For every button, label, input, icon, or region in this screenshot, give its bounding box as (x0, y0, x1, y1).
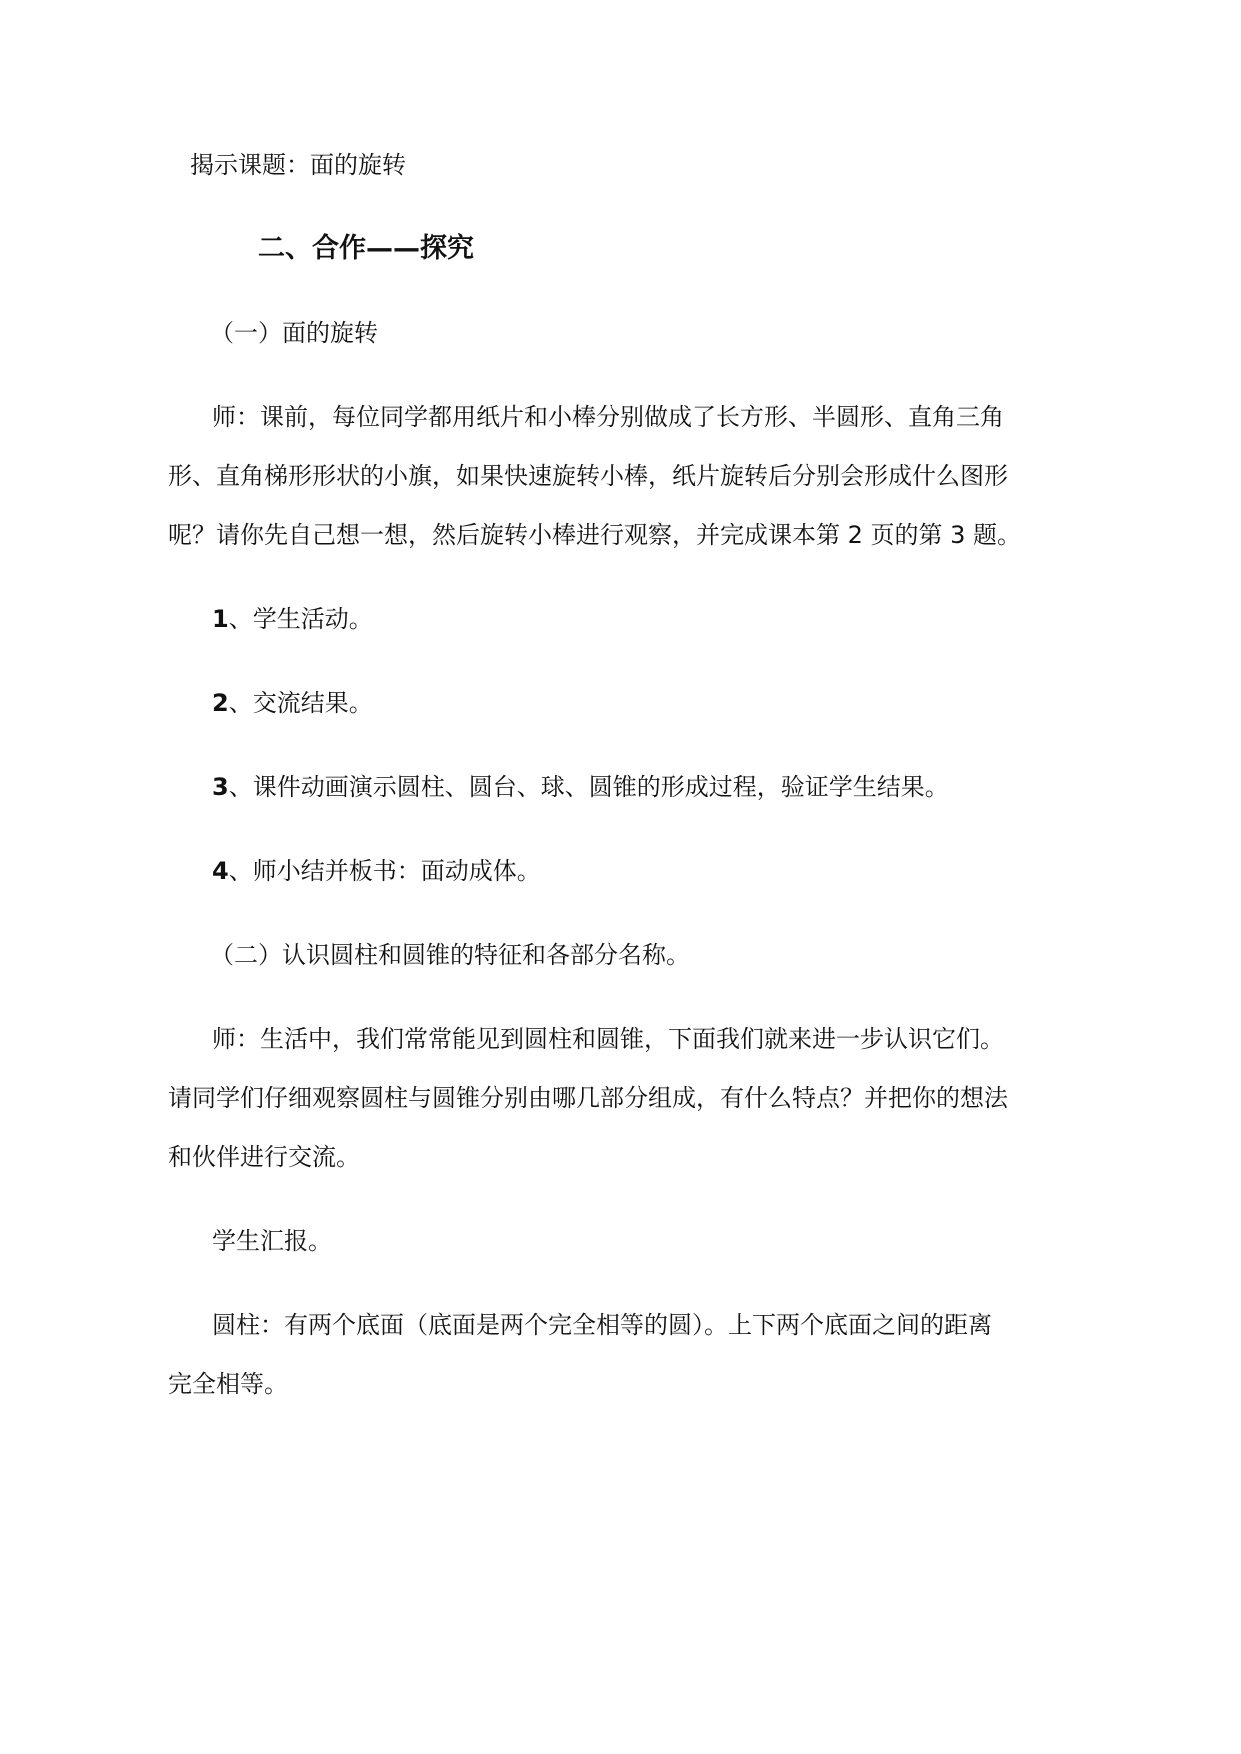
section-heading: 二、合作——探究 (258, 233, 474, 264)
part1-title: （一）面的旋转 (210, 319, 378, 347)
step-item (212, 604, 373, 634)
step-text: 、学生活动。 (228, 605, 373, 633)
step-number: 4 (212, 857, 229, 885)
cylinder-description-line: 圆柱：有两个底面（底面是两个完全相等的圆）。上下两个底面之间的距离 (212, 1311, 992, 1339)
step-text: 、课件动画演示圆柱、圆台、球、圆锥的形成过程，验证学生结果。 (228, 773, 949, 801)
step-item (212, 772, 949, 802)
step-item (212, 856, 541, 886)
teacher-paragraph-line: 形、直角梯形形状的小旗，如果快速旋转小棒，纸片旋转后分别会形成什么图形 (168, 462, 1008, 490)
teacher-paragraph-line: 呢？请你先自己想一想，然后旋转小棒进行观察，并完成课本第 2 页的第 3 题。 (168, 521, 1022, 549)
teacher-paragraph-line: 师：课前，每位同学都用纸片和小棒分别做成了长方形、半圆形、直角三角 (212, 403, 1004, 431)
teacher-paragraph-line: 请同学们仔细观察圆柱与圆锥分别由哪几部分组成，有什么特点？并把你的想法 (168, 1084, 1008, 1112)
step-number: 1 (212, 605, 229, 633)
topic-line: 揭示课题：面的旋转 (190, 151, 406, 179)
step-text: 、交流结果。 (228, 689, 373, 717)
part2-title: （二）认识圆柱和圆锥的特征和各部分名称。 (210, 941, 690, 969)
step-item (212, 688, 373, 718)
step-number: 2 (212, 689, 229, 717)
step-number: 3 (212, 773, 229, 801)
teacher-paragraph-line: 和伙伴进行交流。 (168, 1143, 360, 1171)
cylinder-description-line: 完全相等。 (168, 1370, 288, 1398)
step-text: 、师小结并板书：面动成体。 (228, 857, 541, 885)
student-report: 学生汇报。 (212, 1227, 332, 1255)
teacher-paragraph-line: 师：生活中，我们常常能见到圆柱和圆锥，下面我们就来进一步认识它们。 (212, 1025, 1004, 1053)
